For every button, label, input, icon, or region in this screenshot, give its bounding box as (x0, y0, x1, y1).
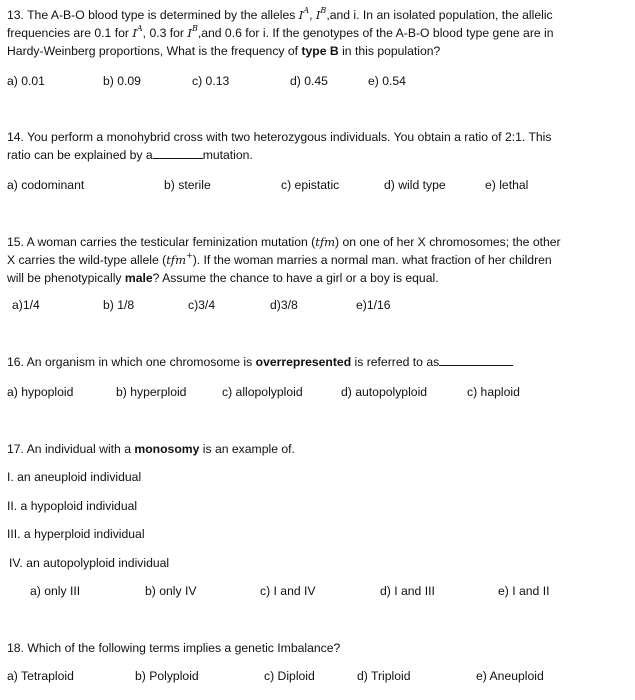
answer-option[interactable]: d)3/8 (270, 298, 298, 312)
allele-IB: $I^B$ (315, 6, 327, 22)
answer-option[interactable]: b) Polyploid (135, 669, 199, 683)
question-17-stem: 17. An individual with a monosomy is an example of. (7, 442, 295, 456)
question-14-stem: 14. You perform a monohybrid cross with two heterozygous individuals. You obtain a ratio of 2:1. This ratio can be explained by a mutation. (7, 130, 552, 162)
statement-item: I. an aneuploid individual (7, 470, 142, 484)
answer-option[interactable]: e) I and II (498, 584, 550, 598)
answer-option[interactable]: c) Diploid (264, 669, 315, 683)
gene-tfm: tfm (315, 235, 336, 249)
question-13-line-1: 13. The A-B-O blood type is determined by the alleles $I^A$, $I^B,and$ i. In an isolated population, the allelic (7, 6, 553, 22)
answer-option[interactable]: d) Triploid (357, 669, 411, 683)
fill-in-blank (153, 146, 203, 159)
answer-option[interactable]: a) codominant (7, 178, 85, 192)
answer-option[interactable]: c)3/4 (188, 298, 216, 312)
answer-option[interactable]: d) autopolyploid (341, 385, 428, 399)
answer-option[interactable]: a) Tetraploid (7, 669, 74, 683)
allele-IA: $I^A$ (132, 24, 143, 40)
answer-option[interactable]: c) I and IV (260, 584, 316, 598)
statement-item: IV. an autopolyploid individual (9, 556, 170, 570)
question-16-stem: 16. An organism in which one chromosome is overrepresented is referred to as (7, 353, 513, 371)
question-18-stem: 18. Which of the following terms implies a genetic Imbalance? (7, 641, 341, 655)
answer-option[interactable]: e) Aneuploid (476, 669, 544, 683)
answer-option[interactable]: c) haploid (467, 385, 520, 399)
question-13-line-2: frequencies are 0.1 for $I^A$, 0.3 for $I^B,and$ 0.6 for i. If the genotypes of the A-B-O blood type gene are in (7, 24, 554, 40)
answer-option[interactable]: c) 0.13 (192, 74, 230, 88)
question-15-stem: 15. A woman carries the testicular feminization mutation (tfm) on one of her X chromosomes; the other X carries the wild-type allele (tfm+). If the woman marries a normal man. what fraction of her children will be phenotypically male? Assume the chance to have a girl or a boy is equal. (7, 235, 561, 285)
allele-IB: $I^B$ (187, 24, 198, 40)
answer-option[interactable]: d) wild type (384, 178, 446, 192)
gene-tfm-plus: tfm+ (166, 251, 193, 267)
question-13-stem (7, 6, 627, 60)
answer-option[interactable]: a) hypoploid (7, 385, 74, 399)
answer-option[interactable]: d) 0.45 (290, 74, 328, 88)
answer-option[interactable]: e) lethal (485, 178, 529, 192)
answer-option[interactable]: b) only IV (145, 584, 197, 598)
question-13-line-3: Hardy-Weinberg proportions, What is the frequency of type B in this population? (7, 44, 441, 58)
answer-option[interactable]: a) 0.01 (7, 74, 45, 88)
answer-option[interactable]: c) epistatic (281, 178, 340, 192)
statement-item: II. a hypoploid individual (7, 499, 138, 513)
statement-item: III. a hyperploid individual (7, 527, 145, 541)
fill-in-blank (439, 353, 513, 366)
answer-option[interactable]: a) only III (30, 584, 81, 598)
answer-option[interactable]: b) hyperploid (116, 385, 187, 399)
allele-IA: $I^A$ (298, 6, 310, 22)
answer-option[interactable]: b) 1/8 (103, 298, 135, 312)
answer-option[interactable]: e) 0.54 (368, 74, 406, 88)
answer-option[interactable]: c) allopolyploid (222, 385, 303, 399)
answer-option[interactable]: a)1/4 (12, 298, 40, 312)
answer-option[interactable]: e)1/16 (356, 298, 391, 312)
answer-option[interactable]: b) 0.09 (103, 74, 141, 88)
answer-option[interactable]: b) sterile (164, 178, 211, 192)
answer-option[interactable]: d) I and III (380, 584, 435, 598)
